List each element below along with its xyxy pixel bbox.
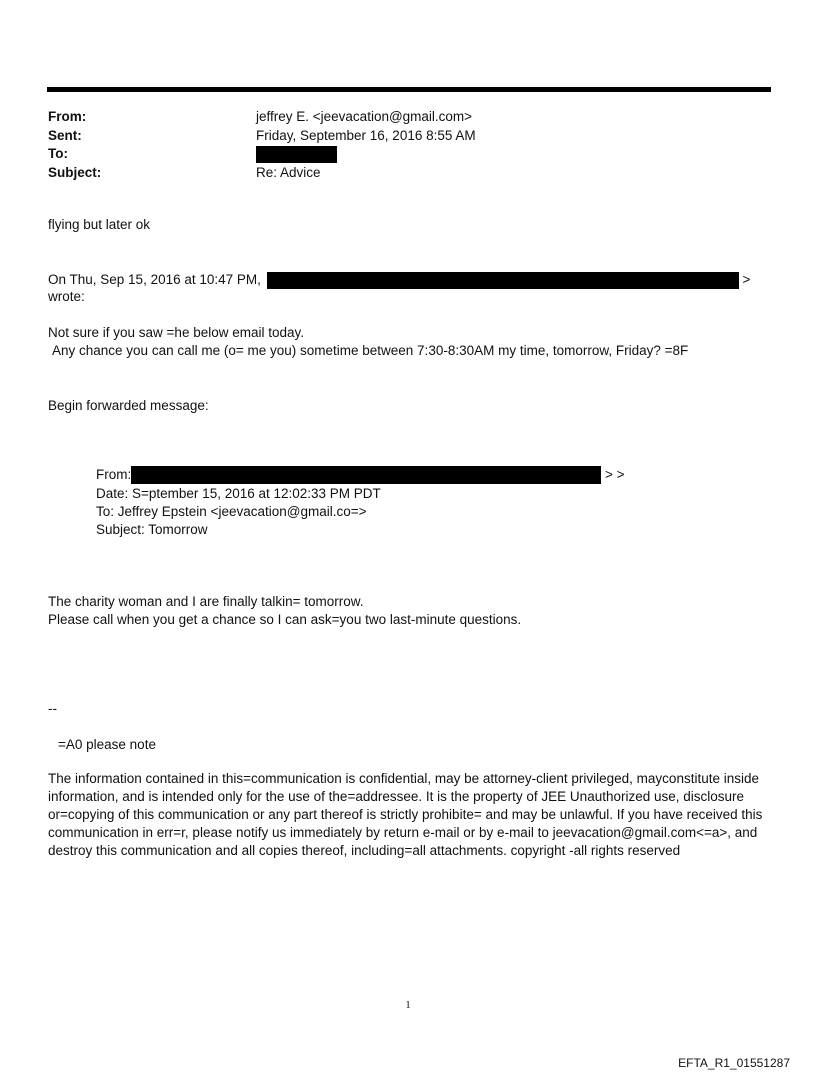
message-line-2: Please call when you get a chance so I can ask=you two last-minute questions. (48, 612, 522, 627)
sent-value: Friday, September 16, 2016 8:55 AM (256, 127, 476, 143)
reply-text: flying but later ok (48, 217, 151, 232)
attribution-suffix: > (742, 272, 751, 287)
confidentiality-disclaimer: The information contained in this=communication is confidential, may be attorney-client privileged, mayconstitute inside information, and is intended only for the use of the=addressee. It is the property of JEE Unauthorized use, disclosure or=copying of this communication or any part thereof is strictly prohibite= and may be unlawful. If you have received this communication in err=r, please notify us immediately by return e-mail or by e-mail to jeevacation@gmail.com<=a>, and destroy this communication and all copies thereof, including=all attachments. copyright -all rights reserved (48, 771, 763, 858)
page-number: 1 (405, 999, 411, 1011)
quoted-line-1: Not sure if you saw =he below email today. (48, 325, 305, 340)
redaction-block (256, 146, 337, 163)
header-rule (47, 87, 771, 92)
fwd-from-label: From: (96, 467, 132, 482)
redaction-block (267, 272, 739, 289)
subject-label: Subject: (48, 164, 102, 180)
subject-value: Re: Advice (256, 164, 321, 180)
signature-dashes: -- (48, 701, 57, 716)
quoted-attribution (48, 271, 750, 289)
sent-label: Sent: (48, 127, 82, 143)
forward-intro: Begin forwarded message: (48, 398, 209, 413)
to-value (256, 145, 337, 163)
message-line-1: The charity woman and I are finally talkin= tomorrow. (48, 594, 364, 609)
fwd-date-line: Date: S=ptember 15, 2016 at 12:02:33 PM PDT (96, 486, 381, 501)
redaction-block (131, 466, 601, 484)
wrote-text: wrote: (48, 289, 85, 304)
from-label: From: (48, 109, 87, 124)
attribution-prefix: On Thu, Sep 15, 2016 at 10:47 PM, (48, 272, 261, 287)
to-label: To: (48, 146, 68, 161)
fwd-from-suffix: > > (605, 467, 625, 482)
fwd-from-line (96, 466, 625, 484)
signature-note: =A0 please note (58, 737, 156, 752)
bates-number: EFTA_R1_01551287 (678, 1056, 790, 1070)
from-value: jeffrey E. <jeevacation@gmail.com> (256, 109, 473, 124)
quoted-line-2: Any chance you can call me (o= me you) sometime between 7:30-8:30AM my time, tomorrow, Friday? =8F (52, 343, 689, 358)
fwd-to-line: To: Jeffrey Epstein <jeevacation@gmail.co=> (96, 504, 367, 519)
fwd-subject-line: Subject: Tomorrow (96, 522, 208, 537)
